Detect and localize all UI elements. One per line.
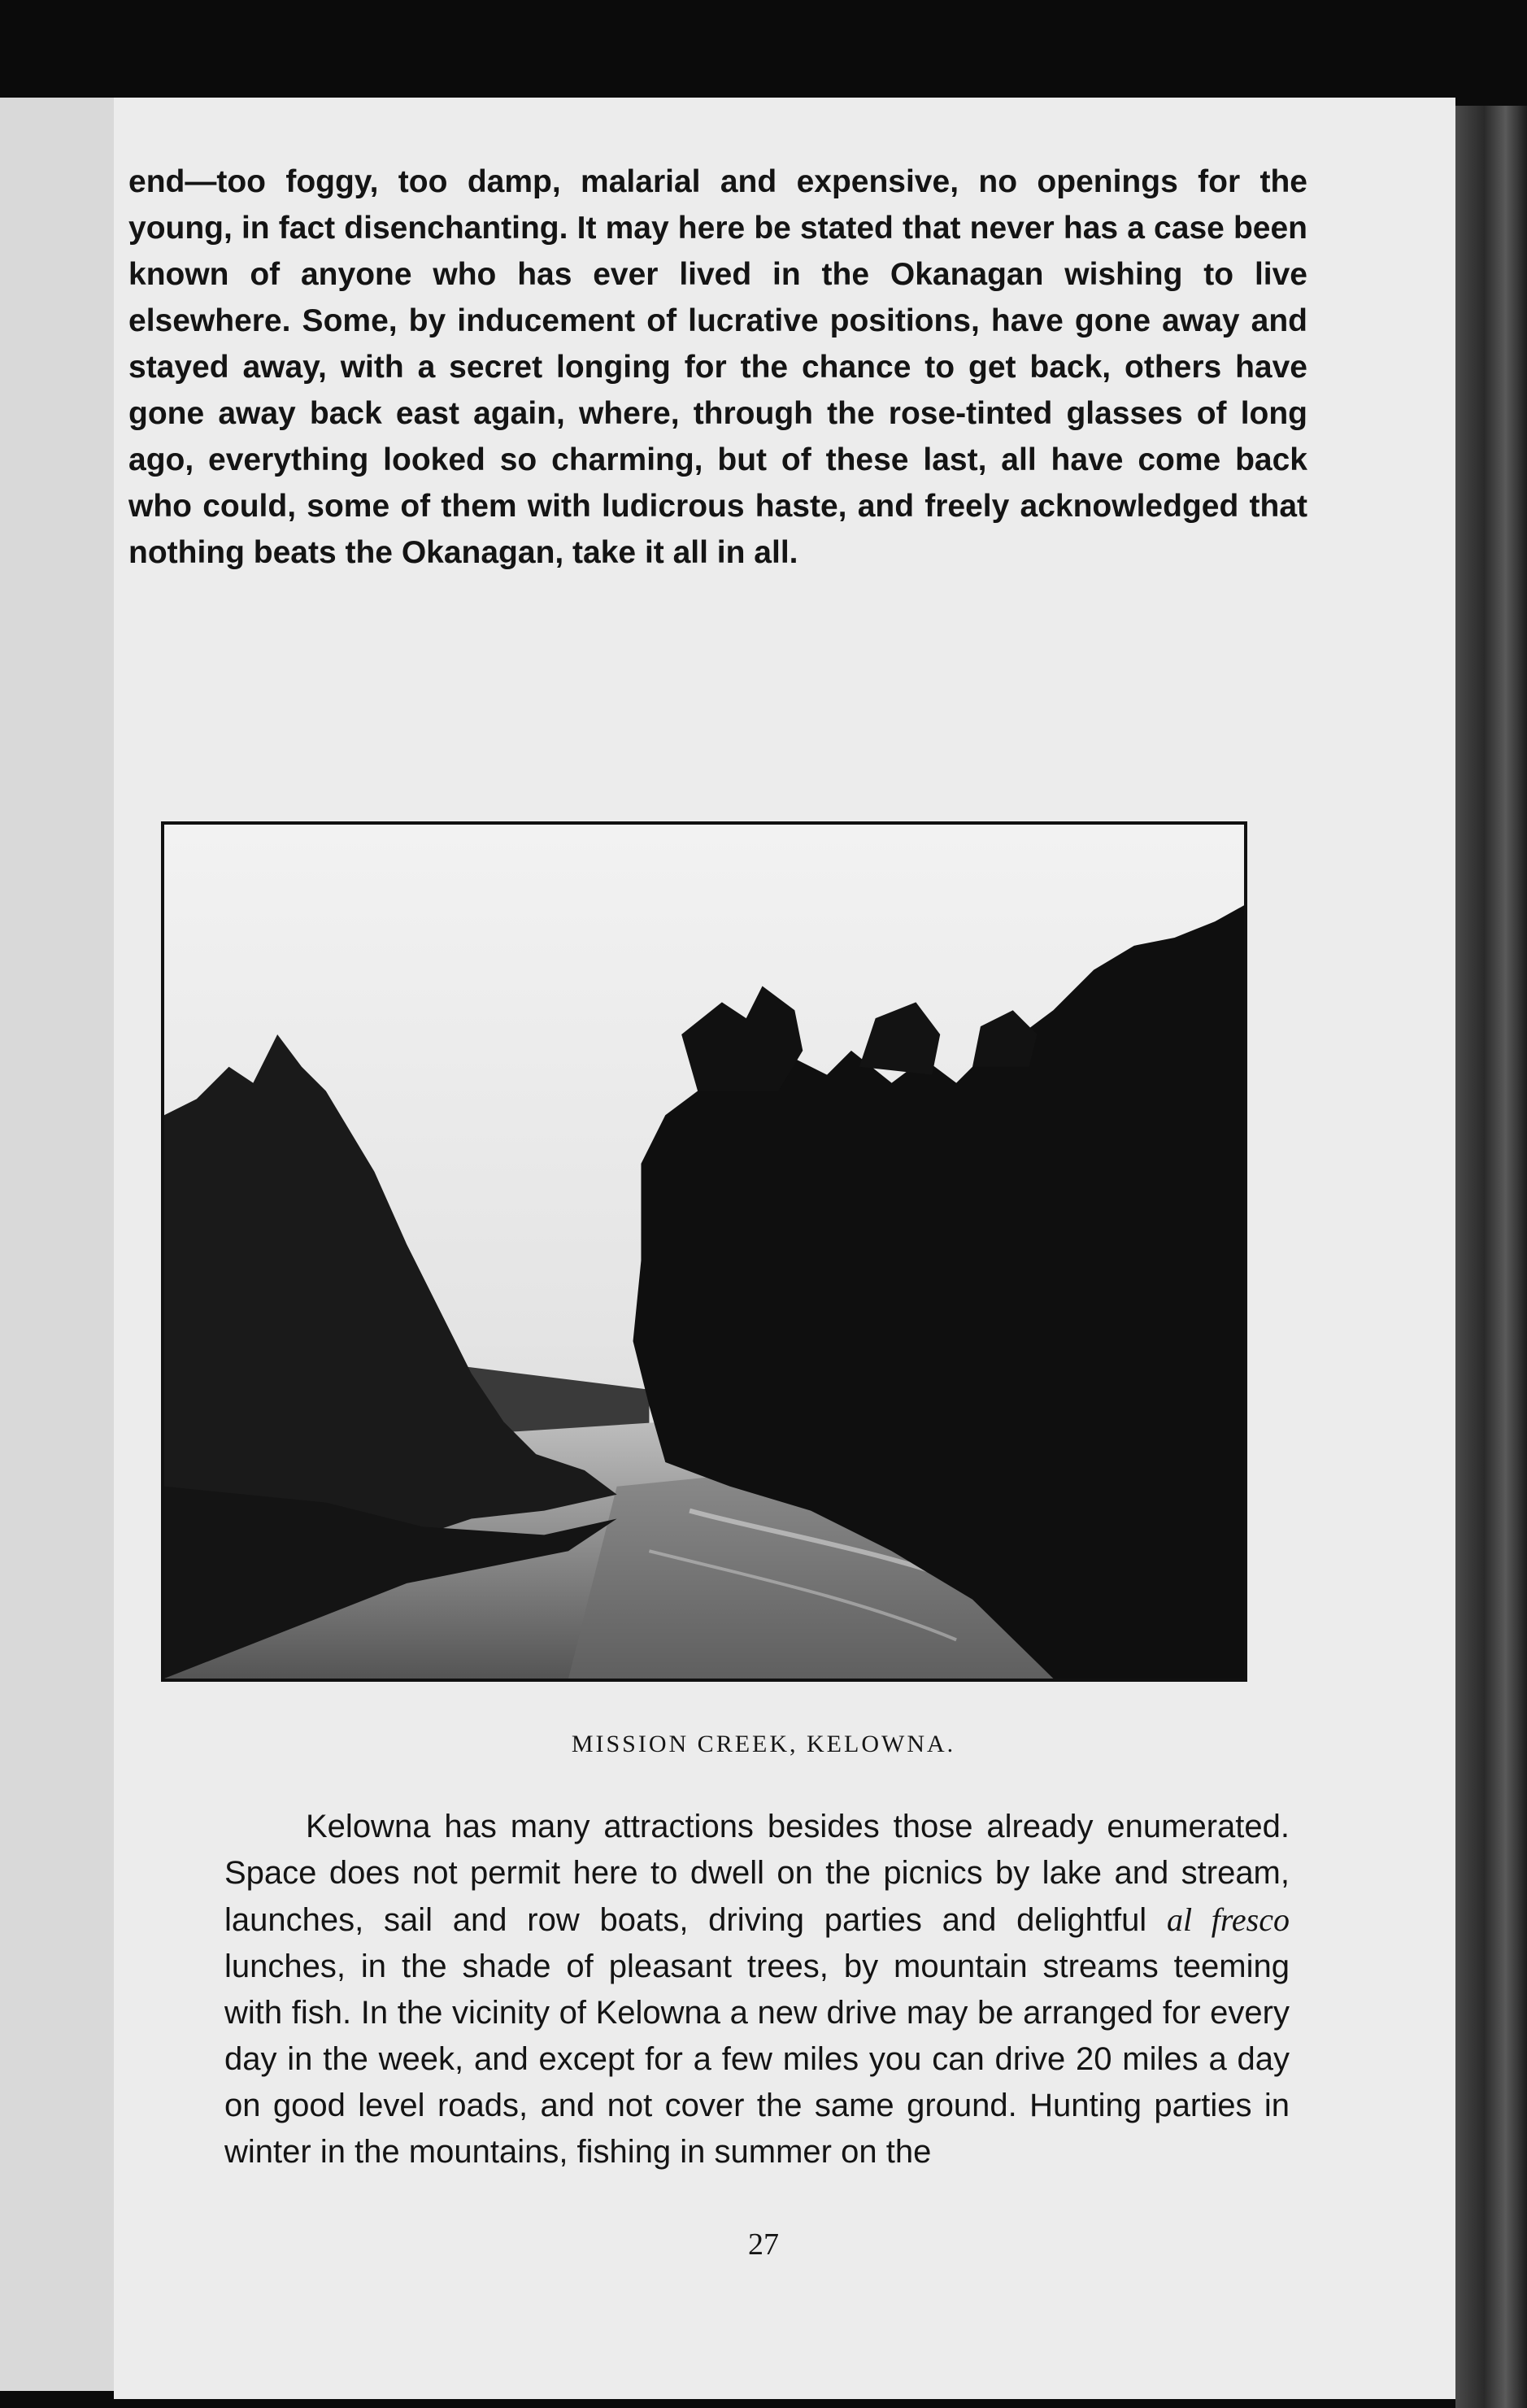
facing-page-edge: [0, 98, 119, 2391]
paragraph-1: end—too foggy, too damp, malarial and expensive, no openings for the young, in fact disenchanting. It may here be stated that never has a case been known of anyone who has ever lived in the Okanagan wishing to live elsewhere. Some, by inducement of lucrative positions, have gone away and stayed away, with a secret longing for the chance to get back, others have gone away back east again, where, through the rose-tinted glasses of long ago, everything looked so charming, but of these last, all have come back who could, some of them with ludicrous haste, and freely acknowledged that nothing beats the Okanagan, take it all in all.: [128, 164, 1307, 570]
photo-caption: MISSION CREEK, KELOWNA.: [571, 1731, 956, 1757]
italic-phrase: al fresco: [1166, 1901, 1290, 1938]
page-number: 27: [748, 2227, 779, 2262]
paragraph-2: [224, 1804, 1290, 2175]
paragraph-2-text-start: Kelowna has many attractions besides those already enumerated. Space does not permit here to dwell on the picnics by lake and stream, launches, sail and row boats, driving parties and delightful: [224, 1809, 1290, 1938]
paragraph-2-text-end: lunches, in the shade of pleasant trees, by mountain streams teeming with fish. In the vicinity of Kelowna a new drive may be arranged for every day in the week, and except for a few miles you can drive 20 miles a day on good level roads, and not cover the same ground. Hunting parties in winter in the mountains, fishing in summer on the: [224, 1949, 1290, 2170]
creek-scene-image: [164, 825, 1244, 1679]
photograph-mission-creek: [161, 821, 1247, 1682]
book-spine-edge: [1455, 106, 1527, 2408]
